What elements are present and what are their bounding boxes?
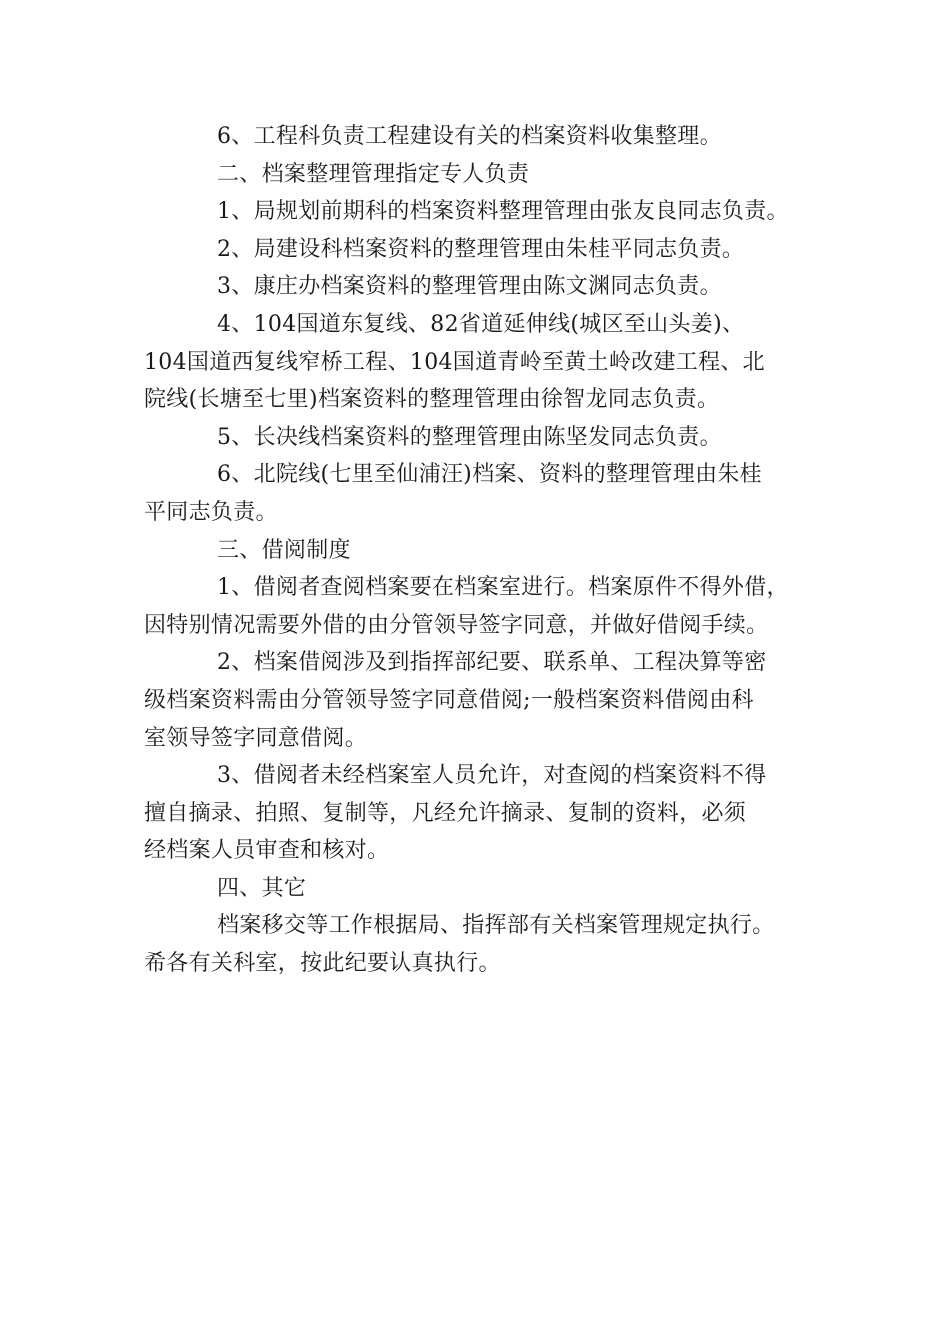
text-line: 1、借阅者查阅档案要在档案室进行。档案原件不得外借， <box>217 575 789 601</box>
text-line: 104国道西复线窄桥工程、104国道青岭至黄土岭改建工程、北 <box>144 349 765 375</box>
text-line: 3、借阅者未经档案室人员允许，对查阅的档案资料不得 <box>217 763 767 789</box>
section-heading: 二、档案整理管理指定专人负责 <box>217 161 530 187</box>
text-line: 5、长决线档案资料的整理管理由陈坚发同志负责。 <box>217 424 722 450</box>
text-line: 6、北院线(七里至仙浦汪)档案、资料的整理管理由朱桂 <box>217 462 762 488</box>
text-line: 经档案人员审查和核对。 <box>144 838 390 864</box>
text-line: 室领导签字同意借阅。 <box>144 725 368 751</box>
text-line: 6、工程科负责工程建设有关的档案资料收集整理。 <box>217 124 722 149</box>
text-line: 平同志负责。 <box>144 499 278 525</box>
document-body <box>144 118 809 983</box>
text-line: 擅自摘录、拍照、复制等，凡经允许摘录、复制的资料，必须 <box>144 800 747 826</box>
text-line: 3、康庄办档案资料的整理管理由陈文渊同志负责。 <box>217 274 722 300</box>
text-line: 档案移交等工作根据局、指挥部有关档案管理规定执行。 <box>217 913 775 939</box>
text-line: 2、局建设科档案资料的整理管理由朱桂平同志负责。 <box>217 236 745 262</box>
text-line: 希各有关科室，按此纪要认真执行。 <box>144 951 501 977</box>
text-line: 因特别情况需要外借的由分管领导签字同意，并做好借阅手续。 <box>144 612 769 638</box>
text-line: 4、104国道东复线、82省道延伸线(城区至山头姜)、 <box>217 311 745 337</box>
section-heading: 三、借阅制度 <box>217 537 351 563</box>
section-heading: 四、其它 <box>217 875 307 901</box>
text-line: 级档案资料需由分管领导签字同意借阅;一般档案资料借阅由科 <box>144 687 754 713</box>
text-line: 2、档案借阅涉及到指挥部纪要、联系单、工程决算等密 <box>217 650 767 676</box>
text-line: 院线(长塘至七里)档案资料的整理管理由徐智龙同志负责。 <box>144 387 720 413</box>
text-line: 1、局规划前期科的档案资料整理管理由张友良同志负责。 <box>217 199 789 225</box>
